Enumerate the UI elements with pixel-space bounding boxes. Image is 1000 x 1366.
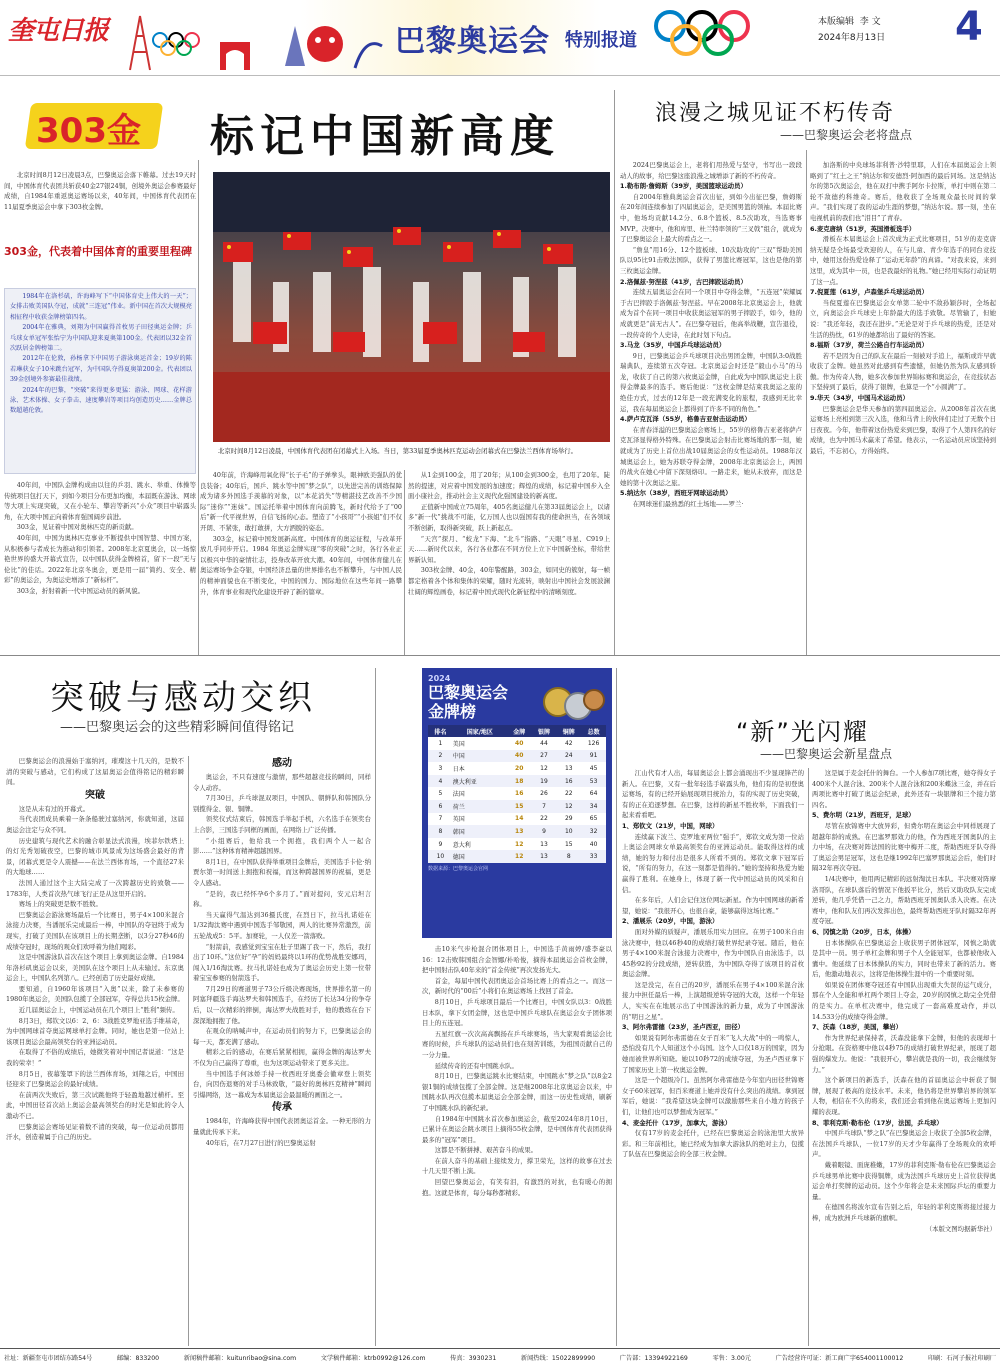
- country-cell: 美国: [453, 737, 507, 750]
- section1-column2: [200, 470, 402, 597]
- source-note: （本版文图均据新华社）: [925, 1224, 996, 1233]
- new-stars-headline: “新”光闪耀: [736, 718, 869, 746]
- column-divider: [404, 470, 405, 655]
- paragraph: 尽管在欧锦赛中大放异彩，但费尔明在奥运会中同样展现了超越年龄的成熟。在巴塞罗那效力的他，作为西班牙国奥队的主力中场，在决赛对阵法国的比赛中梅开二度，帮助西班牙队夺得了奥运会男足冠军，这也是继1992年巴塞罗那奥运会后，他们时隔32年再次夺冠。: [812, 821, 996, 873]
- moments-headline: 突破与感动交织: [50, 678, 316, 718]
- medal-table: [428, 725, 606, 863]
- paragraph: 当天赢得气温达到36摄氏度，在烈日下，拉马扎诺娃在1/32淘汰赛中遇到中国选手邹敬园，两人的比赛异常激烈，前五轮战成5：5平。加赛轮，一人仅差一箭落败。: [193, 910, 371, 940]
- paragraph: 在观众的呐喊声中，在运动员们的努力下，巴黎奥运会的每一天，都充满了感动。: [193, 1027, 371, 1046]
- medal-cell: 13: [532, 838, 557, 851]
- medal-cell: 45: [581, 762, 606, 775]
- athlete-heading: 7、沃森（18岁，美国，攀岩）: [812, 1023, 903, 1032]
- medal-cell: 24: [556, 750, 581, 763]
- editor-name: 李 文: [859, 17, 881, 27]
- medal-cell: 44: [532, 737, 557, 750]
- paragraph: “詹皇”用16分、12个篮板球、10次助攻的“三双”帮助美国队以95比91击败法国队，获得了男篮比赛冠军，这也是他的第三枚奥运金牌。: [620, 245, 802, 275]
- medal-cell: 14: [507, 813, 532, 826]
- section1-column3: [408, 470, 610, 597]
- breakthrough-heading: 突破: [85, 789, 105, 801]
- medal-cell: 8: [556, 850, 581, 863]
- medal-cell: 16: [556, 775, 581, 788]
- paragraph: 这是一个超级冷门。虽然阿尔弗雷德是今年室内田径世锦赛女子60米冠军，但百米赛道上她并没有什么突出的战绩。拿到冠军后，她说：“我希望这块金牌可以激励那些来自小地方的孩子们，让他们也可以梦想成为冠军。”: [622, 1076, 804, 1116]
- editor-label: 本版编辑: [818, 17, 855, 27]
- medal-table-row: [428, 750, 606, 763]
- paragraph: “是的，我已经怀孕6个多月了。”面对提问，安元启坦言称。: [193, 889, 371, 909]
- paragraph: 连续五届奥运会在同一个项目中夺得金牌，“五连冠”荣耀属于古巴摔跤手洛佩兹·努涅兹。早在2008年北京奥运会上，他就成为首个在同一项目中收获奥运冠军的男子摔跤手，如今，他的成就更是“前无古人”。在巴黎夺冠后，他高举战鞭，宣告退役，一段传奇的个人史诗，在此时划下句点。: [620, 288, 802, 339]
- column-divider: [198, 160, 199, 655]
- country-cell: 英国: [453, 813, 507, 826]
- medal-cell: 12: [507, 838, 532, 851]
- medal-cell: 15: [556, 838, 581, 851]
- medal-table-row: [428, 850, 606, 863]
- paragraph: 若不是因为自己的队友在最后一刻被对手追上，福斯或许早就收获了金牌。她虽然对此感到有些遗憾，但她仍然为队友感到骄傲。作为传奇人物，她多次参加世界锦标赛和奥运会，在竞技状态下坚持到了最后，获得了银牌，也算是一个“小圆满”了。: [810, 351, 996, 392]
- athlete-heading: 3.马龙（35岁，中国乒乓球运动员）: [620, 341, 726, 350]
- medal-cell: 1: [428, 737, 453, 750]
- paragraph: 巴黎奥运会的浪漫始于塞纳河，璀璨这十几天的，是数不清的突破与感动，它们构成了这届奥运会值得铭记的精彩瞬间。: [6, 757, 184, 787]
- olympic-rings-large-icon: [650, 8, 770, 58]
- medal-table-row: [428, 737, 606, 750]
- paris-skyline-illustration: [120, 6, 390, 72]
- medal-cell: 20: [507, 762, 532, 775]
- medal-table-title: 巴黎奥运会 金牌榜: [428, 683, 509, 721]
- country-cell: 意大利: [453, 838, 507, 851]
- paragraph: 当中国选手何冰娇手持一枚西班牙奥委会徽章登上领奖台，向因伤退赛的对手马林致敬，“最好的奥林匹克精神”瞬间引爆网络，这一幕成为本届奥运会最温暖的画面之一。: [193, 1069, 371, 1099]
- paragraph: 2024巴黎奥运会上，老将们用热爱与坚守，书写出一段段动人的故事，给巴黎这座浪漫之城增添了新的不朽传奇。: [620, 161, 802, 180]
- paragraph: 加洛斯的中央球场菲利普·沙特里耶，人们在本届奥运会上领略到了“红土之王”纳达尔和安德烈·阿加西的最后同场。这是纳达尔的第5次奥运会，他在双打中携手阿尔卡拉斯，单打中则在第二轮不敌德约科维奇。赛后，他收获了全场观众最长时间的掌声。“我们实现了我的运动生涯的梦想，”纳达尔说。那一刻，坐在电视机前的我们也“泪目”了青春。: [810, 161, 996, 222]
- medal-cell: 13: [556, 762, 581, 775]
- paragraph: 在前两次失败后，第三次试跳他终于轻盈地越过横杆。至此，中国田径首次站上奥运会最高领奖台的时光是如此的令人激动不已。: [6, 1090, 184, 1120]
- paragraph: 8月10日，乒乓球项目最后一个比赛日，中国女队以3：0战胜日本队，拿下女团金牌，这也是中国乒乓球队在奥运会女子团体项目上的五连冠。: [422, 997, 612, 1028]
- medal-cell: 22: [556, 787, 581, 800]
- medal-cell: 40: [507, 737, 532, 750]
- special-report-label: 特别报道: [565, 30, 637, 51]
- medal-cell: 34: [581, 800, 606, 813]
- column-divider: [616, 668, 617, 1346]
- paragraph: 如果说有阿尔弗雷德在女子百米“飞人大战”中的一鸣惊人，恐怕没有几个人知道这个小岛国。这个人口仅18万的国家，因为她而被世界所知晓。她以10秒72的成绩夺冠，为圣卢西亚拿下了国家历史上第一枚奥运金牌。: [622, 1033, 804, 1074]
- new-stars-subtitle: ——巴黎奥运会新星盘点: [760, 747, 893, 761]
- medal-source: 数据来源：巴黎奥运会官网: [428, 865, 489, 872]
- eiffel-tower-icon: [130, 16, 150, 70]
- medal-cell: 8: [428, 825, 453, 838]
- paragraph: 40年间，中国队金牌构成由以往的乒羽、跳水、举重、体操等传统项目包打天下，到如今项目分布更加均衡，本届既在游泳、网球等大项上实现突破，又在小轮车、攀岩等新兴“小众”项目中崭露头角，在大项中国正向着体育强国阔步前进。: [4, 481, 196, 521]
- footer-license: 广告经营许可证：新工商广字654001100012: [775, 1355, 904, 1362]
- athlete-heading: 6、冈慎之助（20岁，日本，体操）: [812, 927, 915, 936]
- paragraph: 当代表团成员乘着一条条船驶过塞纳河，你就知道，这届奥运会注定与众不同。: [6, 815, 184, 834]
- lead-text: 北京时间8月12日凌晨3点，巴黎奥运会落下帷幕。过去19天时间，中国体育代表团共斩获40金27银24铜，创境外奥运会参赛最好成绩，自1984年重返奥运赛场以来，40年间，中国体育代表团在11届夏季奥运会中拿下303枚金牌。: [4, 171, 196, 211]
- paragraph: 8月1日，在中国队获得举重项目金牌后，美国选手卡伦·纳贾尔第一时间送上拥抱和祝福，而这种跨越国界的祝福，更是令人感动。: [193, 857, 371, 887]
- section-divider: [0, 655, 1000, 656]
- moments-column2: [193, 756, 371, 1148]
- paragraph: 1984年，许海峰获得中国代表团奥运首金。一种无形的力量就此传承下来。: [193, 1117, 371, 1136]
- medal-table-row: [428, 775, 606, 788]
- medal-cell: 18: [507, 775, 532, 788]
- paragraph: 这个新项目的新选手，沃森在他的首届奥运会中斩获了铜牌，展现了极高的竞技水平。未来，他仍将是世界攀岩界的领军人物，相信在不久的将来，我们还会看到他在奥运赛场上更加闪耀的表现。: [812, 1076, 996, 1116]
- moments-subtitle: ——巴黎奥运会的这些精彩瞬间值得铭记: [60, 720, 295, 735]
- paragraph: 首金，每届中国代表团奥运会首场比赛上的看点之一。而这一次，新时代的“00后”小将们在奥运赛场上找回了首金。: [422, 976, 612, 996]
- medal-cell: 7: [428, 813, 453, 826]
- paragraph: 正值新中国成立75周年，405名奥运健儿在第33届奥运会上，以诸多“新一代”挑战不可能，亿万国人也以强国有我的使命担当，在各领域不断创新，取得新突破，跃上新起点。: [408, 502, 610, 532]
- col-rank: 排名: [428, 725, 453, 737]
- milestone-2024: 2024年的巴黎，“突破”来得更多更猛：游泳、网球、花样游泳、艺术体操、女子拳击、速度攀岩等项目均创造历史……金牌总数超越伦敦。: [10, 386, 192, 415]
- paragraph: “天宫”探月、“蛟龙”下海、“北斗”指路、“天眼”寻星、C919上天……新时代以来，各行各业都在不同方位上立下中国新坐标，带给世界新认知。: [408, 534, 610, 564]
- country-cell: 德国: [453, 850, 507, 863]
- section-subhead: 303金，代表着中国体育的重要里程碑: [4, 245, 192, 258]
- medal-cell: 19: [532, 775, 557, 788]
- athlete-heading: 5、费尔明（21岁，西班牙，足球）: [812, 811, 915, 820]
- paragraph: 面对外媒的质疑声，潘展乐用实力回应。在男子100米自由泳决赛中，他以46秒40的成绩打破世界纪录夺冠。随后，他在男子4×100米混合泳接力决赛中，作为中国队自由泳选手，以45秒92的分段成绩，逆转获胜，为中国队夺得了该项目的首枚奥运金牌。: [622, 927, 804, 979]
- medal-cell: 3: [428, 762, 453, 775]
- footer-literature-email: 文学稿件邮箱：ktrb0992@126.com: [320, 1355, 426, 1362]
- col-silver: 银牌: [532, 725, 557, 737]
- medal-cell: 12: [507, 850, 532, 863]
- closing-ceremony-photo: [213, 172, 610, 442]
- column-divider: [806, 150, 807, 655]
- paragraph: 7月30日，乒乓球混双项目，中国队、朝鲜队和韩国队分别揽得金、银、铜牌。: [193, 794, 371, 813]
- paragraph: 滑板在本届奥运会上首次成为正式比赛项目，51岁的麦克唐纳无疑是全场最受欢迎的人，在与儿童、青少年选手的同台竞技中，她用这份热爱诠释了“运动无年龄”的真谛。“对我来说，来到这里，成为其中一员，也是我最好的礼物。”她已经用实际行动证明了这一点。: [810, 235, 996, 286]
- country-cell: 韩国: [453, 825, 507, 838]
- medal-cell: 2: [428, 750, 453, 763]
- olympic-rings-icon: [153, 33, 199, 55]
- paragraph: 回望巴黎奥运会，有笑有泪，有激烈的对抗，也有暖心的拥抱。这就是体育，每分每秒都精彩。: [422, 1178, 612, 1197]
- medal-table-row: [428, 787, 606, 800]
- paragraph: 40年前，许海峰用氧化得“长子毛”的子弹拳头，眼神欧美强队的优良装备；40年后，国乒、跳水等中国“梦之队”，以先进完善的训练保障成为诸多外国选手羡慕的对象，以“本花消失”等精湛技艺改善不少国际“迷你”“迷妹”。国运托举着中国体育向前腾飞，新时代给予了“00后”新一代平视世界，自信飞扬的心态。塑造了“小孩哥”“小孩姐”们不仅开朗、不紧张，敢打敢拼，大方洒脱的姿态。: [200, 471, 402, 532]
- medals-illustration: [540, 678, 606, 728]
- column-divider: [808, 768, 809, 1346]
- country-cell: 澳大利亚: [453, 775, 507, 788]
- athlete-heading: 1、郑钦文（21岁，中国，网球）: [622, 821, 719, 830]
- athlete-heading: 9.华天（34岁，中国马术运动员）: [810, 394, 909, 403]
- page-number: 4: [955, 4, 983, 50]
- paragraph: 303金，见证着中国对奥林匹克的新贡献。: [16, 523, 138, 532]
- paragraph: 近几届奥运会上，中国运动员在几个项目上“胜利”频传。: [18, 1006, 179, 1015]
- mascot-icon: [307, 26, 343, 62]
- paragraph: 这是从未有过的开幕式。: [18, 804, 90, 813]
- new-stars-column1: [622, 768, 804, 1160]
- paragraph: 领奖仪式结束后，韩国选手举起手机，六名选手在领奖台上合影，三国选手同框的画面，在网络上广泛传播。: [193, 815, 371, 834]
- footer-fax: 传真：3930231: [450, 1355, 497, 1362]
- medal-cell: 10: [556, 825, 581, 838]
- paragraph: “小组赛后，他给我一个拥抱，我们两个人一起合影……”这种体育精神超越国界。: [193, 836, 371, 856]
- athlete-heading: 3、阿尔弗雷德（23岁，圣卢西亚，田径）: [622, 1023, 744, 1032]
- medal-cell: 53: [581, 775, 606, 788]
- paragraph: 作为世界纪录保持者，沃森没能拿下金牌，但他的表现却十分抢眼。在资格赛中他以4秒75的成绩打破世界纪录，展现了超强的爆发力。他说：“我很开心，攀岩就是我的一切，我会继续努力。”: [812, 1033, 996, 1074]
- veterans-column1: [620, 160, 802, 510]
- veterans-column2: [810, 160, 996, 457]
- medal-cell: 6: [428, 800, 453, 813]
- medal-cell: 126: [581, 737, 606, 750]
- paragraph: 如果说在团体赛夺冠还有中国队出现重大失误的运气成分，那在个人全能和单杠两个项目上夺金，20岁的冈慎之助完全凭借的是实力。在单杠决赛中，他完成了一套高难度动作，并以14.533分的成绩夺得金牌。: [812, 980, 996, 1021]
- veterans-headline: 浪漫之城见证不朽传奇: [655, 101, 896, 126]
- medal-cell: 7: [532, 800, 557, 813]
- banner-title: 巴黎奥运会: [395, 24, 550, 59]
- column-divider: [614, 90, 615, 655]
- milestone-1984: 1984年在洛杉矶，许海峰写下“中国体育史上伟大的一天”；女排击败美国队夺冠，成就“三连冠”伟业。新中国在首次大规模亮相征程中收获金牌榜第四名。: [10, 293, 192, 321]
- paragraph: 40年后，在7月27日进行的巴黎奥运射: [205, 1138, 316, 1147]
- photo-crowd-illustration: [213, 172, 610, 442]
- medal-cell: 32: [581, 825, 606, 838]
- country-cell: 日本: [453, 762, 507, 775]
- milestone-list: [10, 292, 192, 417]
- paragraph: 这是属于麦金托什的舞台。一个人参加7项比赛，她夺得女子400米个人混合泳、200米个人混合泳和200米蝶泳三金，并在后两项比赛中打破了奥运会纪录，此外还有一块银牌和三个接力第四名。: [812, 769, 996, 809]
- paragraph: 连续赢下波兰、克罗地亚两位“强手”，郑钦文成为第一位站上奥运会网球女单最高领奖台的亚洲运动员。能取得这样的成绩，她的努力和付出是很多人所看不到的。郑钦文拿下冠军后说，“所有的努力，在这一刻都是值得的。”她的坚持和热爱为她赢得了胜利。在她身上，体现了新一代中国运动员的风采和自信。: [622, 832, 804, 894]
- footer-price: 零售：3.00元: [712, 1355, 751, 1362]
- paragraph: 在青春洋溢的巴黎奥运会赛场上，55岁的格鲁吉亚老将萨卢克瓦泽显得格外特殊。在巴黎奥运会射击比赛场地的那一刻，她就成为了历史上首位出战10届奥运会的女性运动员。1988年汉城奥运会上，她为苏联夺得金牌，2008年北京奥运会上，两国的战火在她心中留下深刻烙印。一路走来，她从未放弃，而这是她的第十次奥运之旅。: [620, 425, 802, 487]
- paragraph: 巴黎奥运会游泳赛场最后一个比赛日，男子4×100米混合泳接力决赛，当潘展乐完成最后一棒，中国队的夺冠终于成为现实，打破了美国队在该项目上的长期垄断，以3分27秒46的成绩夺冠时，现场的观众们欢呼着为他们喝彩。: [6, 910, 184, 951]
- medal-cell: 4: [428, 775, 453, 788]
- paragraph: 在网球迷们最熟悉的红土场地——罗兰·: [632, 500, 744, 508]
- medal-table-row: [428, 800, 606, 813]
- paragraph: 赛场上的突破更是数不胜数。: [18, 900, 102, 909]
- medal-table-row: [428, 825, 606, 838]
- medal-cell: 29: [556, 813, 581, 826]
- athlete-heading: 4.萨卢克瓦泽（55岁，格鲁吉亚射击运动员）: [620, 415, 751, 424]
- athlete-heading: 1.勒布朗·詹姆斯（39岁，美国篮球运动员）: [620, 182, 747, 191]
- athlete-heading: 5.纳达尔（38岁，西班牙网球运动员）: [620, 489, 732, 498]
- paragraph: 8月3日，郑钦文以6：2、6：3战胜克罗地亚选手维基奇，为中国网球首夺奥运网球单打金牌。同时，她也是第一位站上该项目奥运会最高领奖台的亚洲运动员。: [6, 1016, 184, 1046]
- newspaper-logo: 奎屯日报: [8, 16, 109, 46]
- photo-caption: 北京时间8月12日凌晨，中国体育代表团在闭幕式上入场。当日，第33届夏季奥林匹克运动会闭幕式在巴黎法兰西体育场举行。: [218, 447, 578, 455]
- paragraph: 法国人通过这个主大陆完成了一次跨越历史的致敬——1783年，人类首次热气球飞行正是从这里开启的。: [6, 878, 184, 898]
- country-cell: 荷兰: [453, 800, 507, 813]
- issue-date: 2024年8月13日: [818, 33, 886, 43]
- medal-cell: 22: [532, 813, 557, 826]
- medal-cell: 27: [532, 750, 557, 763]
- paragraph: 303枚金牌、40金，40年警醒路，303金，如同史的簇射，每一帧都定格着各个体和集体的荣耀，随时光流转，映射出中国社会发展波澜壮阔的辉煌画卷，标记着中国式现代化新征程中的清晰刻度。: [408, 566, 610, 596]
- country-cell: 中国: [453, 750, 507, 763]
- medal-cell: 12: [532, 762, 557, 775]
- paragraph: 这是中国游泳队首次在这个项目上拿到奥运金牌。自1984年洛杉矶奥运会以来，美国队在这个项目上从未输过。东京奥运会上，中国队名列第八。已经创造了历史最好成绩。: [6, 953, 184, 983]
- paragraph: 五星红旗一次次高高飘扬在乒乓球赛场，当大家观看奥运会比赛的时候，乒乓球队的运动员们也在刻苦训练，为祖国贡献自己的一分力量。: [422, 1029, 612, 1059]
- medal-cell: 9: [532, 825, 557, 838]
- paragraph: 这都是不断拼搏、艰苦奋斗的成果。: [434, 1146, 538, 1155]
- paragraph: 8月5日，夜幕笼罩下的法兰西体育场，刘翔之后，中国田径迎来了巴黎奥运会的最好成绩。: [6, 1069, 184, 1089]
- footer-ad-dept: 广告部：13394922169: [619, 1355, 688, 1362]
- col-gold: 金牌: [507, 725, 532, 737]
- col-country: 国家/地区: [453, 725, 507, 737]
- medal-cell: 9: [428, 838, 453, 851]
- gold-count-title: 303金: [36, 111, 141, 151]
- medal-cell: 26: [532, 787, 557, 800]
- paragraph: 巴黎奥运会赛场见证着数不清的突破，每一位运动员都用汗水，创造着属于自己的历史。: [6, 1122, 184, 1142]
- medal-table-panel: [422, 668, 612, 938]
- arc-de-triomphe-icon: [220, 42, 250, 70]
- medal-cell: 65: [581, 813, 606, 826]
- paragraph: 中国乒乓球队“梦之队”在巴黎奥运会上收获了全部5枚金牌，在法国乒乓球队，一位17岁的天才少年赢得了全场观众的欢呼声。: [812, 1129, 996, 1159]
- paragraph: 历史建筑与现代艺术的融合彰显法式浪漫，埃菲尔铁塔上的灯光秀划破夜空，巴黎的城市风景成为这场盛会最好的背景，闭幕式更是令人震撼——在法兰西体育场，一个直径27米的大地球……: [6, 836, 184, 877]
- footer-news-email: 新闻稿件邮箱：kuitunribao@sina.com: [183, 1355, 297, 1362]
- medal-cell: 15: [507, 800, 532, 813]
- medal-table-year: 2024: [428, 674, 451, 683]
- paragraph: 在德国名将波尔宣布告别之后，年轻的菲利克斯将接过接力棒，成为欧洲乒乓球新的旗帜。: [812, 1203, 996, 1222]
- medal-cell: 33: [581, 850, 606, 863]
- col-bronze: 铜牌: [556, 725, 581, 737]
- paragraph: 戴着眼镜、面庞稚嫩，17岁的菲利克斯·勒布伦在巴黎奥运会乒乓球男单比赛中获得铜牌，成为法国乒乓球历史上首位获得奥运会单打奖牌的运动员。这个少年将会是未来国际乒坛的重要力量。: [812, 1160, 996, 1201]
- paragraph: 40年间，中国为奥林匹克事业不断提供中国智慧、中国方案，从积极参与者成长为推动和引领者。2008年北京夏奥会，以一场惊艳世界的盛大开幕式宣告，以中国队获得金牌榜首，留下一段“无与伦比”的佳话。2022年北京冬奥会，更是用一届“简约、安全、精彩”的奥运会，为奥运史增添了“新标杆”。: [4, 533, 196, 585]
- paragraph: 在前人奋斗的基础上接续发力，撑卫荣光，这样的故事在过去十几天里不断上演。: [422, 1156, 612, 1176]
- paragraph: 从1金到100金，用了20年；从100金到300金，也用了20年。陡然的提速，对应着中国发展的加速度；辉煌的成绩，标记着中国步入全面小康社会，推动社会主义现代化强国建设的新高度。: [408, 471, 610, 501]
- section1-column1: [4, 480, 196, 597]
- medal-cell: 40: [581, 838, 606, 851]
- paragraph: 仅有17岁的麦金托什，已经在巴黎奥运会的泳池里大放异彩。和三年前相比，她已经成为加拿大游泳队的绝对主力，包揽了队伍在巴黎奥运会的全部三枚金牌。: [622, 1129, 804, 1159]
- medal-table-row: [428, 813, 606, 826]
- col-total: 总数: [581, 725, 606, 737]
- paragraph: 要知道，自1960年该项目“入奥”以来，除了未参赛的1980年奥运会，美国队包揽了全部冠军，夺得总共15枚金牌。: [6, 984, 184, 1004]
- paragraph: 1/4决赛中，他用两记精彩的远射淘汰日本队。半决赛对阵摩洛哥队，在球队落后的情况下他扳平比分，然后又助攻队友完成逆转，他几乎凭借一己之力，帮助西班牙国奥队杀入决赛。在决赛中，他和队友们再次发挥出色，最终帮助西班牙队时隔32年再度夺冠。: [812, 874, 996, 926]
- paragraph: 303金，标记着中国发展新高度。中国体育的奥运征程，与改革开放几乎同步开启。1984 年奥运金牌实现“零的突破”之时，各行各业正以极兴中华的豪情壮志，投身改革开放大潮。40年间，中国体育健儿在奥运赛场争金夺银，中国经济总量的世界排名也不断攀升，与中国人民的精神面貌也在不断变化，中国的国力、国际地位在这些年间一路攀升，体育事业和现代化建设开辟了新的篇章。: [200, 534, 402, 596]
- country-cell: 法国: [453, 787, 507, 800]
- lead-paragraph: [4, 170, 196, 212]
- medal-cell: 12: [556, 800, 581, 813]
- footer-bar: [0, 1348, 1000, 1366]
- athlete-heading: 7.倪夏莲（61岁，卢森堡乒乓球运动员）: [810, 288, 929, 297]
- athlete-heading: 2、潘展乐（20岁，中国，游泳）: [622, 917, 719, 926]
- new-stars-column2: [812, 768, 996, 1234]
- athlete-heading: 8.福斯（37岁，荷兰公路自行车运动员）: [810, 341, 929, 350]
- paragraph: 精彩之后的感动，在赛后紧紧相拥，赢得金牌的海达罗夫不仅为自己赢得了尊重，也为这项运动带来了更多关注。: [193, 1048, 371, 1068]
- emotion-heading: 感动: [272, 758, 292, 769]
- moments-column1: [6, 756, 184, 1143]
- footer-printer: 印刷：石河子报社印刷厂: [927, 1355, 996, 1362]
- medal-cell: 40: [507, 750, 532, 763]
- medal-table-row: [428, 838, 606, 851]
- column-divider: [188, 756, 189, 1346]
- milestone-2004: 2004年在雅典，刘翔为中国赢得首枚男子田径奥运金牌；乒乓球女单冠军张怡宁为中国队迎来夏奥第100金。代表团以32金首次跃居金牌榜第二。: [10, 324, 192, 353]
- athlete-heading: 6.麦克唐纳（51岁，英国滑板选手）: [810, 224, 916, 233]
- paragraph: 自1984年中国跳水首次参加奥运会，截至2024年8月10日，已累计在奥运会跳水项目上摘得55枚金牌，是中国体育代表团获得最多的“冠军”项目。: [422, 1114, 612, 1144]
- paragraph: “射箭前，我感觉到宝宝在肚子里踢了我一下，然后，我打出了10环。”这位好“孕”的妈妈最终以1环的优势战胜安娜玛，闯入1/16淘汰赛。拉马扎诺娃也成为了奥运会历史上第一位带着宝宝参赛的射箭选手。: [193, 942, 371, 983]
- veterans-subtitle: ——巴黎奥运会老将盘点: [780, 128, 913, 142]
- medal-cell: 10: [428, 850, 453, 863]
- medal-cell: 13: [532, 850, 557, 863]
- paragraph: 自2004年雅典奥运会首次出征，到如今出征巴黎，詹姆斯在20年间连续参加了四届奥运会，是美国男篮的领袖。本届比赛中，他场均贡献14.2分、6.8个篮板、8.5次助攻，当选赛事MVP。决赛中，他和库里、杜兰特率领的“三叉戟”组合，就成为了巴黎奥运会上最大的看点之一。: [620, 192, 802, 244]
- paragraph: 延续传奇的还有中国跳水队。: [434, 1061, 518, 1070]
- column-divider: [375, 668, 376, 1346]
- paragraph: 击10米气步枪混合团体项目上，中国选手黄雨婷/盛李豪以16：12击败韩国组合金智娜/朴哈俊，摘得本届奥运会首枚金牌，把中国射击队40年来的“首金传统”再次发扬光大。: [422, 945, 612, 975]
- paragraph: 巴黎奥运会是华天参加的第四届奥运会。从2008年首次在奥运赛场上亮相到第三次入选，他和马背上的伙伴们走过了无数个日日夜夜。今年，他带着这份热爱来到巴黎，取得了个人第四名的好成绩，也为中国马术赢来了希望。他表示，一名运动员应该坚持到最后，不忘初心，方得始终。: [810, 404, 996, 456]
- main-headline: 标记中国新高度: [210, 111, 560, 162]
- medal-cell: 5: [428, 787, 453, 800]
- paragraph: 奥运会，不只有速度与激情，那些超越竞技的瞬间，同样令人动容。: [193, 773, 371, 792]
- moments-column3: [422, 944, 612, 1198]
- athlete-heading: 2.洛佩兹·努涅兹（41岁，古巴摔跤运动员）: [620, 277, 747, 286]
- paragraph: 9日，巴黎奥运会乒乓球项目决出男团金牌，中国队3:0战胜瑞典队，连续第五次夺冠。北京奥运会时还是“毅山小马”的马龙，收获了自己的第六枚奥运金牌，自此成为中国队奥运史上获得金牌最多的选手。赛后他说：“这枚金牌是结束我奥运之旅的绝佳方式，过去的12年是一段充满变化的旅程，我感到无比幸运，我在每届奥运会上都得到了许多不同的角色。”: [620, 351, 802, 413]
- paragraph: 在多年后，人们会记住这位网坛新星。作为中国网球的新希望，她说：“我很开心，也很自豪，能够赢得这场比赛。”: [622, 896, 804, 915]
- legacy-heading: 传承: [272, 1102, 292, 1114]
- paragraph: 这是没完，在自己的20岁，潘展乐在男子4×100米混合泳接力中担任最后一棒，上演超级逆转夺冠的大戏，这样一个年轻人，实实在在地展示出了中国游泳的新力量，成为了中国游泳的“明日之星”。: [622, 980, 804, 1021]
- footer-hotline: 新闻热线：15022899990: [520, 1355, 596, 1362]
- athlete-heading: 8、菲利克斯·勒布伦（17岁，法国，乒乓球）: [812, 1118, 943, 1127]
- paragraph: 8月10日，巴黎奥运跳水比赛结束，中国跳水“梦之队”以8金2银1铜的成绩包揽了全部金牌。这是继2008年北京奥运会以来，中国跳水队再次包揽本届奥运会全部金牌，而这一历史性成绩，刷新了中国跳水队的新纪录。: [422, 1072, 612, 1112]
- paragraph: 当倪夏莲在巴黎奥运会女单第二轮中不敌孙颖莎时，全场起立，向奥运会乒乓球史上年龄最大的选手致敬。尽管输了，但她说：“我还年轻，我还在进步。”无论是对于乒乓球的热爱，还是对生活的热忱，61岁的她都给出了最好的答案。: [810, 298, 996, 339]
- medal-cell: 42: [556, 737, 581, 750]
- paragraph: 江山代有才人出，每届奥运会上都会涌现出不少显现锋芒的新人。在巴黎，又有一批年轻选手崭露头角，他们有的是初登奥运赛场，有的已经开始展现项目统治力，有的实现了历史突破，有的正在追逐梦想。在巴黎，这样的新星不胜枚举，下面我们一起来看看吧。: [622, 769, 804, 820]
- athlete-heading: 4、麦金托什（17岁，加拿大，游泳）: [622, 1118, 732, 1127]
- footer-address: 社址：新疆奎屯市团结东路54号: [4, 1355, 93, 1362]
- milestone-2012: 2012年在伦敦，孙杨拿下中国男子游泳奥运首金；19岁的陈若琳获女子10米跳台冠军，为中国队夺得夏奥第200金。代表团以39金创境外参赛最佳战绩。: [10, 355, 192, 384]
- footer-postcode: 邮编：833200: [116, 1355, 160, 1362]
- medal-cell: 91: [581, 750, 606, 763]
- paragraph: 303金，折射着新一代中国运动员的新风貌。: [16, 586, 145, 595]
- paragraph: 日本体操队在巴黎奥运会上收获男子团体冠军，冈慎之助就是其中一员。男子单杠金牌和男子个人全能冠军，也都被他收入囊中。他延续了日本体操队的实力，同时也带来了新的活力。赛后，他激动地表示，这将是他体操生涯中的一个重要时刻。: [812, 938, 996, 979]
- medal-table-row: [428, 762, 606, 775]
- editor-line: [818, 14, 881, 27]
- paragraph: 在取得了不俗的成绩后，她微笑着对中国记者说道：“这是我的荣幸！”: [6, 1048, 184, 1068]
- paragraph: 7月29日的赛道男子73公斤级决赛现场，世界排名第一的阿塞拜疆选手海达罗夫和韩国选手，在经历了长达34分的争夺后，以一次精彩的摔倒，海达罗夫战胜对手，他的教练在台下深深地拥抱了他。: [193, 984, 371, 1025]
- medal-cell: 13: [507, 825, 532, 838]
- medal-cell: 16: [507, 787, 532, 800]
- medal-cell: 64: [581, 787, 606, 800]
